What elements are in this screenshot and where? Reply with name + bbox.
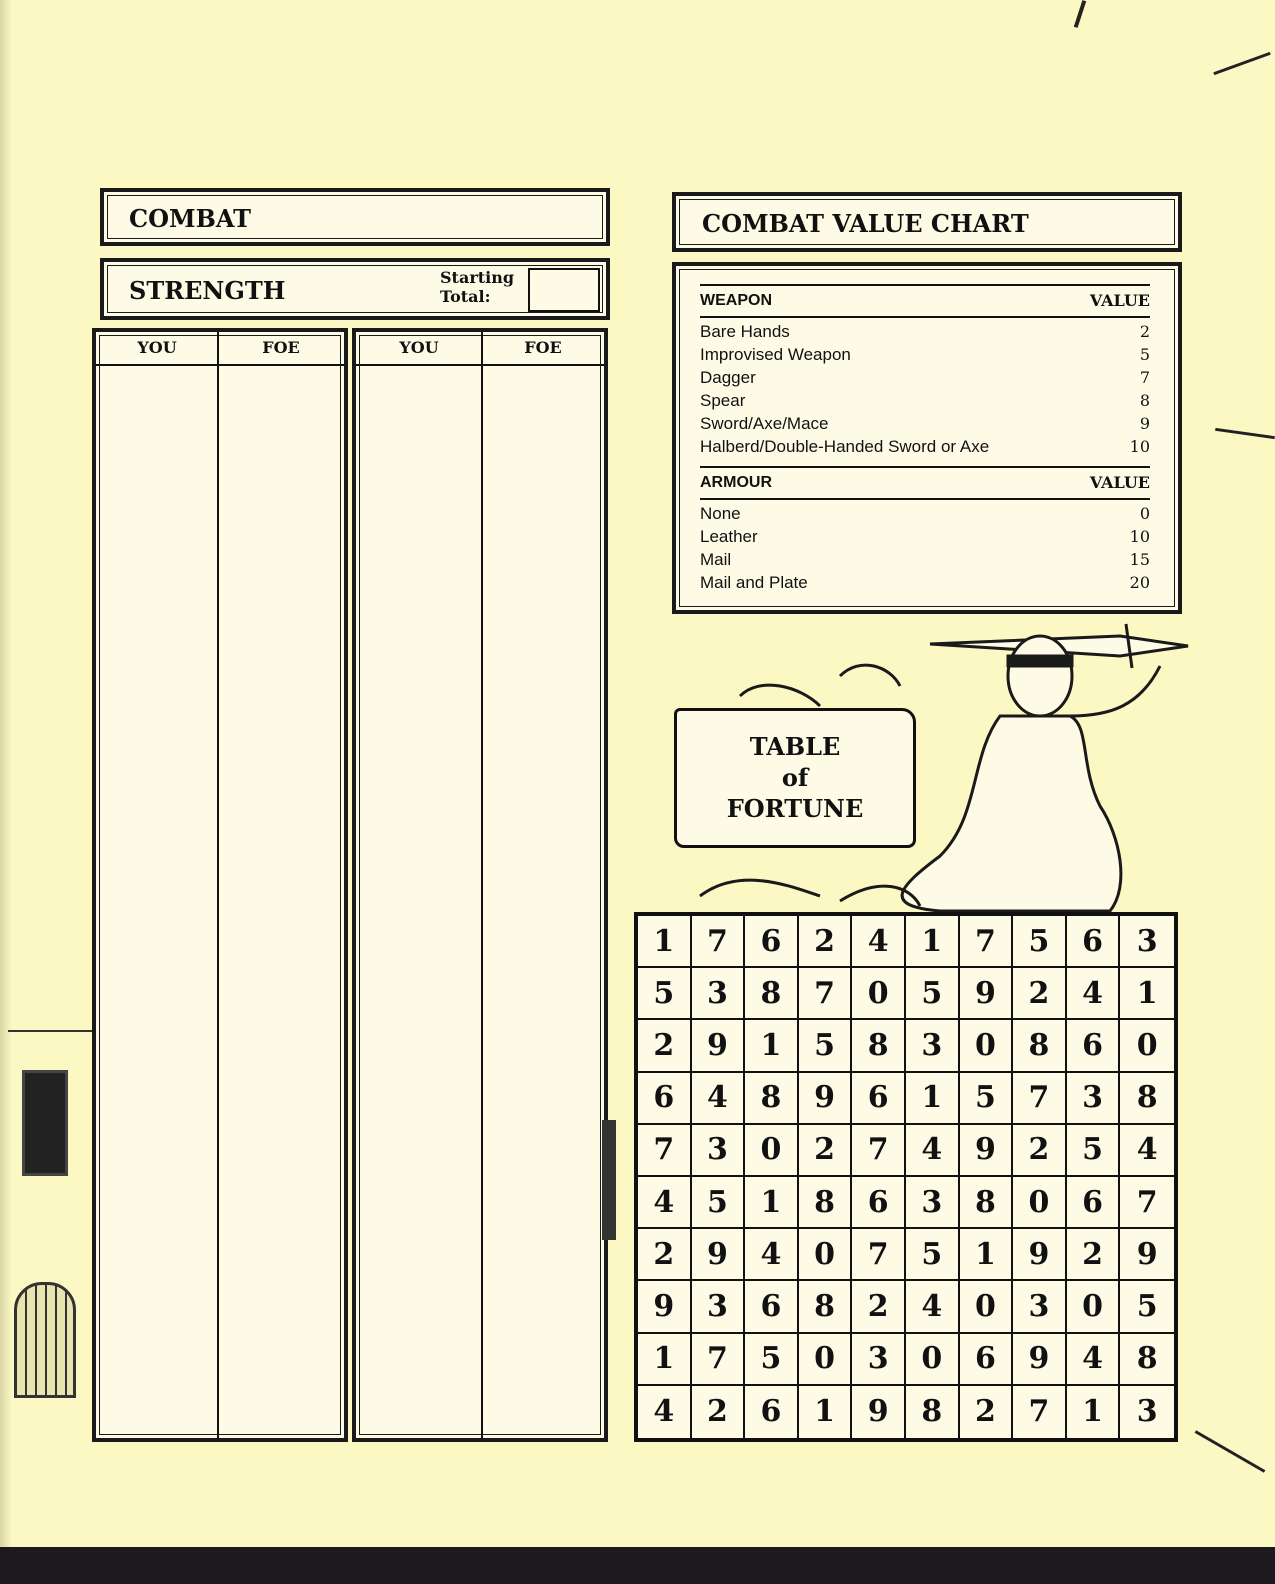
fortune-cell[interactable]: 0 xyxy=(1120,1020,1174,1072)
fortune-cell[interactable]: 0 xyxy=(906,1334,960,1386)
strength-box xyxy=(100,258,610,320)
fortune-cell[interactable]: 1 xyxy=(906,1073,960,1125)
combat-title-box xyxy=(100,188,610,246)
combat-title: COMBAT xyxy=(129,204,252,233)
fortune-cell[interactable]: 0 xyxy=(1013,1177,1067,1229)
weapon-name: Bare Hands xyxy=(700,322,790,341)
fortune-cell[interactable]: 3 xyxy=(1013,1281,1067,1333)
fortune-cell[interactable]: 4 xyxy=(638,1177,692,1229)
fortune-cell[interactable]: 3 xyxy=(906,1020,960,1072)
starting-label-line1: Starting xyxy=(440,268,515,287)
table-of-fortune-sign xyxy=(674,708,916,848)
fortune-cell[interactable]: 1 xyxy=(1120,968,1174,1020)
fortune-cell[interactable]: 8 xyxy=(852,1020,906,1072)
fortune-title-line3: FORTUNE xyxy=(726,794,864,823)
fortune-cell[interactable]: 1 xyxy=(638,916,692,968)
fortune-cell[interactable]: 5 xyxy=(638,968,692,1020)
fortune-cell[interactable]: 7 xyxy=(960,916,1014,968)
fortune-cell[interactable]: 9 xyxy=(1013,1229,1067,1281)
fortune-cell[interactable]: 9 xyxy=(960,1125,1014,1177)
fortune-cell[interactable]: 3 xyxy=(1120,916,1174,968)
lady-dress-icon xyxy=(902,716,1121,911)
castle-door-icon xyxy=(14,1282,76,1398)
fortune-cell[interactable]: 6 xyxy=(1067,1020,1121,1072)
fortune-cell[interactable]: 4 xyxy=(906,1281,960,1333)
armour-value: 15 xyxy=(1129,550,1150,569)
fortune-cell[interactable]: 2 xyxy=(638,1020,692,1072)
weapon-row xyxy=(700,389,1150,412)
fortune-cell[interactable]: 8 xyxy=(799,1177,853,1229)
fortune-cell[interactable]: 9 xyxy=(1120,1229,1174,1281)
fortune-cell[interactable]: 4 xyxy=(852,916,906,968)
fortune-cell[interactable]: 8 xyxy=(1013,1020,1067,1072)
armour-name: Mail and Plate xyxy=(700,573,808,592)
starting-label-line2: Total: xyxy=(440,287,491,306)
parchment-crack-right-1 xyxy=(1213,52,1270,75)
fortune-cell[interactable]: 6 xyxy=(960,1334,1014,1386)
weapon-value-header: VALUE xyxy=(1089,291,1150,310)
fortune-cell[interactable]: 1 xyxy=(799,1386,853,1438)
fortune-cell[interactable]: 6 xyxy=(745,1386,799,1438)
weapon-name: Improvised Weapon xyxy=(700,345,851,364)
fortune-cell[interactable]: 6 xyxy=(852,1177,906,1229)
starting-total-label xyxy=(440,268,514,306)
fortune-cell[interactable]: 5 xyxy=(692,1177,746,1229)
fortune-cell[interactable]: 1 xyxy=(745,1177,799,1229)
fortune-cell[interactable]: 7 xyxy=(1013,1386,1067,1438)
fortune-cell[interactable]: 9 xyxy=(692,1020,746,1072)
weapon-value: 9 xyxy=(1139,414,1150,433)
fortune-cell[interactable]: 2 xyxy=(799,916,853,968)
fortune-cell[interactable]: 0 xyxy=(960,1020,1014,1072)
fortune-cell[interactable]: 9 xyxy=(960,968,1014,1020)
log-right-you-column[interactable] xyxy=(356,366,481,1438)
fortune-cell[interactable]: 2 xyxy=(960,1386,1014,1438)
fortune-cell[interactable]: 1 xyxy=(960,1229,1014,1281)
fortune-cell[interactable]: 1 xyxy=(638,1334,692,1386)
fortune-cell[interactable]: 2 xyxy=(1013,968,1067,1020)
weapon-row xyxy=(700,320,1150,343)
fortune-cell[interactable]: 3 xyxy=(692,968,746,1020)
fortune-cell[interactable]: 8 xyxy=(745,968,799,1020)
weapon-name: Halberd/Double-Handed Sword or Axe xyxy=(700,437,990,456)
armour-row xyxy=(700,548,1150,571)
fortune-cell[interactable]: 0 xyxy=(852,968,906,1020)
weapon-row xyxy=(700,343,1150,366)
fortune-cell[interactable]: 3 xyxy=(692,1281,746,1333)
log-left-you-column[interactable] xyxy=(96,366,217,1438)
parchment-crack-top xyxy=(1074,0,1086,28)
combat-log-left xyxy=(92,328,348,1442)
fortune-cell[interactable]: 1 xyxy=(906,916,960,968)
castle-pillar-icon xyxy=(602,1120,616,1240)
fortune-cell[interactable]: 2 xyxy=(799,1125,853,1177)
fortune-cell[interactable]: 4 xyxy=(692,1073,746,1125)
weapon-value: 2 xyxy=(1139,322,1150,341)
fortune-cell[interactable]: 5 xyxy=(906,1229,960,1281)
log-left-you-header: YOU xyxy=(96,332,218,366)
fortune-cell[interactable]: 7 xyxy=(852,1229,906,1281)
fortune-cell[interactable]: 0 xyxy=(745,1125,799,1177)
fortune-cell[interactable]: 4 xyxy=(1067,1334,1121,1386)
armour-row xyxy=(700,571,1150,594)
fortune-cell[interactable]: 1 xyxy=(1067,1386,1121,1438)
weapon-header-row xyxy=(700,284,1150,318)
fortune-cell[interactable]: 9 xyxy=(852,1386,906,1438)
fortune-cell[interactable]: 9 xyxy=(638,1281,692,1333)
fortune-cell[interactable]: 8 xyxy=(960,1177,1014,1229)
weapon-row xyxy=(700,435,1150,458)
armour-value: 10 xyxy=(1129,527,1150,546)
combat-value-chart xyxy=(672,262,1182,614)
starting-total-input[interactable] xyxy=(528,268,600,312)
fortune-cell[interactable]: 7 xyxy=(692,916,746,968)
fortune-cell[interactable]: 5 xyxy=(906,968,960,1020)
fortune-title-line1: TABLE xyxy=(749,732,841,761)
fortune-cell[interactable]: 5 xyxy=(1067,1125,1121,1177)
table-of-fortune-grid xyxy=(634,912,1178,1442)
weapon-header: WEAPON xyxy=(700,292,772,309)
fortune-cell[interactable]: 3 xyxy=(1067,1073,1121,1125)
armour-row xyxy=(700,525,1150,548)
fortune-cell[interactable]: 6 xyxy=(1067,916,1121,968)
fortune-cell[interactable]: 5 xyxy=(1120,1281,1174,1333)
fortune-cell[interactable]: 4 xyxy=(1120,1125,1174,1177)
chart-title: COMBAT VALUE CHART xyxy=(702,209,1029,238)
fortune-cell[interactable]: 6 xyxy=(852,1073,906,1125)
armour-value: 20 xyxy=(1129,573,1150,592)
fortune-cell[interactable]: 9 xyxy=(799,1073,853,1125)
fortune-title-line2: of xyxy=(781,763,809,792)
fortune-cell[interactable]: 0 xyxy=(960,1281,1014,1333)
fortune-cell[interactable]: 5 xyxy=(1013,916,1067,968)
fortune-cell[interactable]: 5 xyxy=(960,1073,1014,1125)
armour-header: ARMOUR xyxy=(700,474,772,491)
weapon-value: 5 xyxy=(1139,345,1150,364)
fortune-cell[interactable]: 3 xyxy=(692,1125,746,1177)
fortune-cell[interactable]: 2 xyxy=(692,1386,746,1438)
weapon-name: Spear xyxy=(700,391,746,410)
fortune-cell[interactable]: 9 xyxy=(692,1229,746,1281)
fortune-cell[interactable]: 4 xyxy=(745,1229,799,1281)
fortune-cell[interactable]: 8 xyxy=(1120,1073,1174,1125)
fortune-cell[interactable]: 8 xyxy=(1120,1334,1174,1386)
fortune-cell[interactable]: 0 xyxy=(799,1334,853,1386)
log-right-foe-header: FOE xyxy=(482,332,604,366)
fortune-cell[interactable]: 2 xyxy=(1013,1125,1067,1177)
weapon-name: Dagger xyxy=(700,368,756,387)
fortune-cell[interactable]: 2 xyxy=(638,1229,692,1281)
strength-title: STRENGTH xyxy=(129,276,286,305)
armour-name: Leather xyxy=(700,527,758,546)
armour-name: Mail xyxy=(700,550,732,569)
castle-wall-illustration xyxy=(8,1030,92,1392)
parchment-crack-right-2 xyxy=(1215,428,1275,439)
fortune-cell[interactable]: 7 xyxy=(852,1125,906,1177)
weapon-name: Sword/Axe/Mace xyxy=(700,414,829,433)
fortune-cell[interactable]: 0 xyxy=(799,1229,853,1281)
castle-wall-illustration-middle xyxy=(600,1040,634,1400)
fortune-cell[interactable]: 2 xyxy=(852,1281,906,1333)
fortune-cell[interactable]: 5 xyxy=(799,1020,853,1072)
weapon-value: 8 xyxy=(1139,391,1150,410)
fortune-cell[interactable]: 8 xyxy=(745,1073,799,1125)
weapon-row xyxy=(700,366,1150,389)
fortune-cell[interactable]: 6 xyxy=(1067,1177,1121,1229)
fortune-cell[interactable]: 4 xyxy=(638,1386,692,1438)
fortune-cell[interactable]: 4 xyxy=(1067,968,1121,1020)
armour-header-row xyxy=(700,466,1150,500)
fortune-cell[interactable]: 6 xyxy=(745,1281,799,1333)
fortune-cell[interactable]: 8 xyxy=(906,1386,960,1438)
armour-row xyxy=(700,502,1150,525)
page-bottom-edge xyxy=(0,1547,1275,1584)
log-left-foe-column[interactable] xyxy=(219,366,344,1438)
fortune-cell[interactable]: 1 xyxy=(745,1020,799,1072)
chart-title-box xyxy=(672,192,1182,252)
log-left-foe-header: FOE xyxy=(218,332,344,366)
armour-value-header: VALUE xyxy=(1089,473,1150,492)
lady-head-icon xyxy=(1008,636,1072,716)
weapon-value: 7 xyxy=(1139,368,1150,387)
fortune-cell[interactable]: 3 xyxy=(1136,1394,1158,1430)
parchment-crack-bottom xyxy=(1195,1430,1266,1473)
fortune-cell[interactable]: 6 xyxy=(638,1073,692,1125)
armour-name: None xyxy=(700,504,741,523)
fortune-cell[interactable]: 7 xyxy=(692,1334,746,1386)
weapon-value: 10 xyxy=(1129,437,1150,456)
fortune-cell[interactable]: 3 xyxy=(906,1177,960,1229)
fortune-cell[interactable]: 7 xyxy=(1013,1073,1067,1125)
fortune-cell[interactable]: 3 xyxy=(852,1334,906,1386)
castle-window-icon xyxy=(22,1070,68,1176)
fortune-cell[interactable]: 0 xyxy=(1067,1281,1121,1333)
weapon-row xyxy=(700,412,1150,435)
log-right-foe-column[interactable] xyxy=(483,366,604,1438)
combat-log-right xyxy=(352,328,608,1442)
fortune-cell[interactable]: 8 xyxy=(799,1281,853,1333)
fortune-cell[interactable]: 7 xyxy=(1120,1177,1174,1229)
fortune-cell[interactable]: 5 xyxy=(745,1334,799,1386)
log-right-you-header: YOU xyxy=(356,332,482,366)
fortune-cell[interactable]: 9 xyxy=(1013,1334,1067,1386)
fortune-cell[interactable]: 7 xyxy=(638,1125,692,1177)
fortune-cell[interactable]: 4 xyxy=(906,1125,960,1177)
armour-value: 0 xyxy=(1139,504,1150,523)
fortune-cell[interactable]: 6 xyxy=(745,916,799,968)
fortune-cell[interactable]: 2 xyxy=(1067,1229,1121,1281)
fortune-cell[interactable]: 7 xyxy=(799,968,853,1020)
